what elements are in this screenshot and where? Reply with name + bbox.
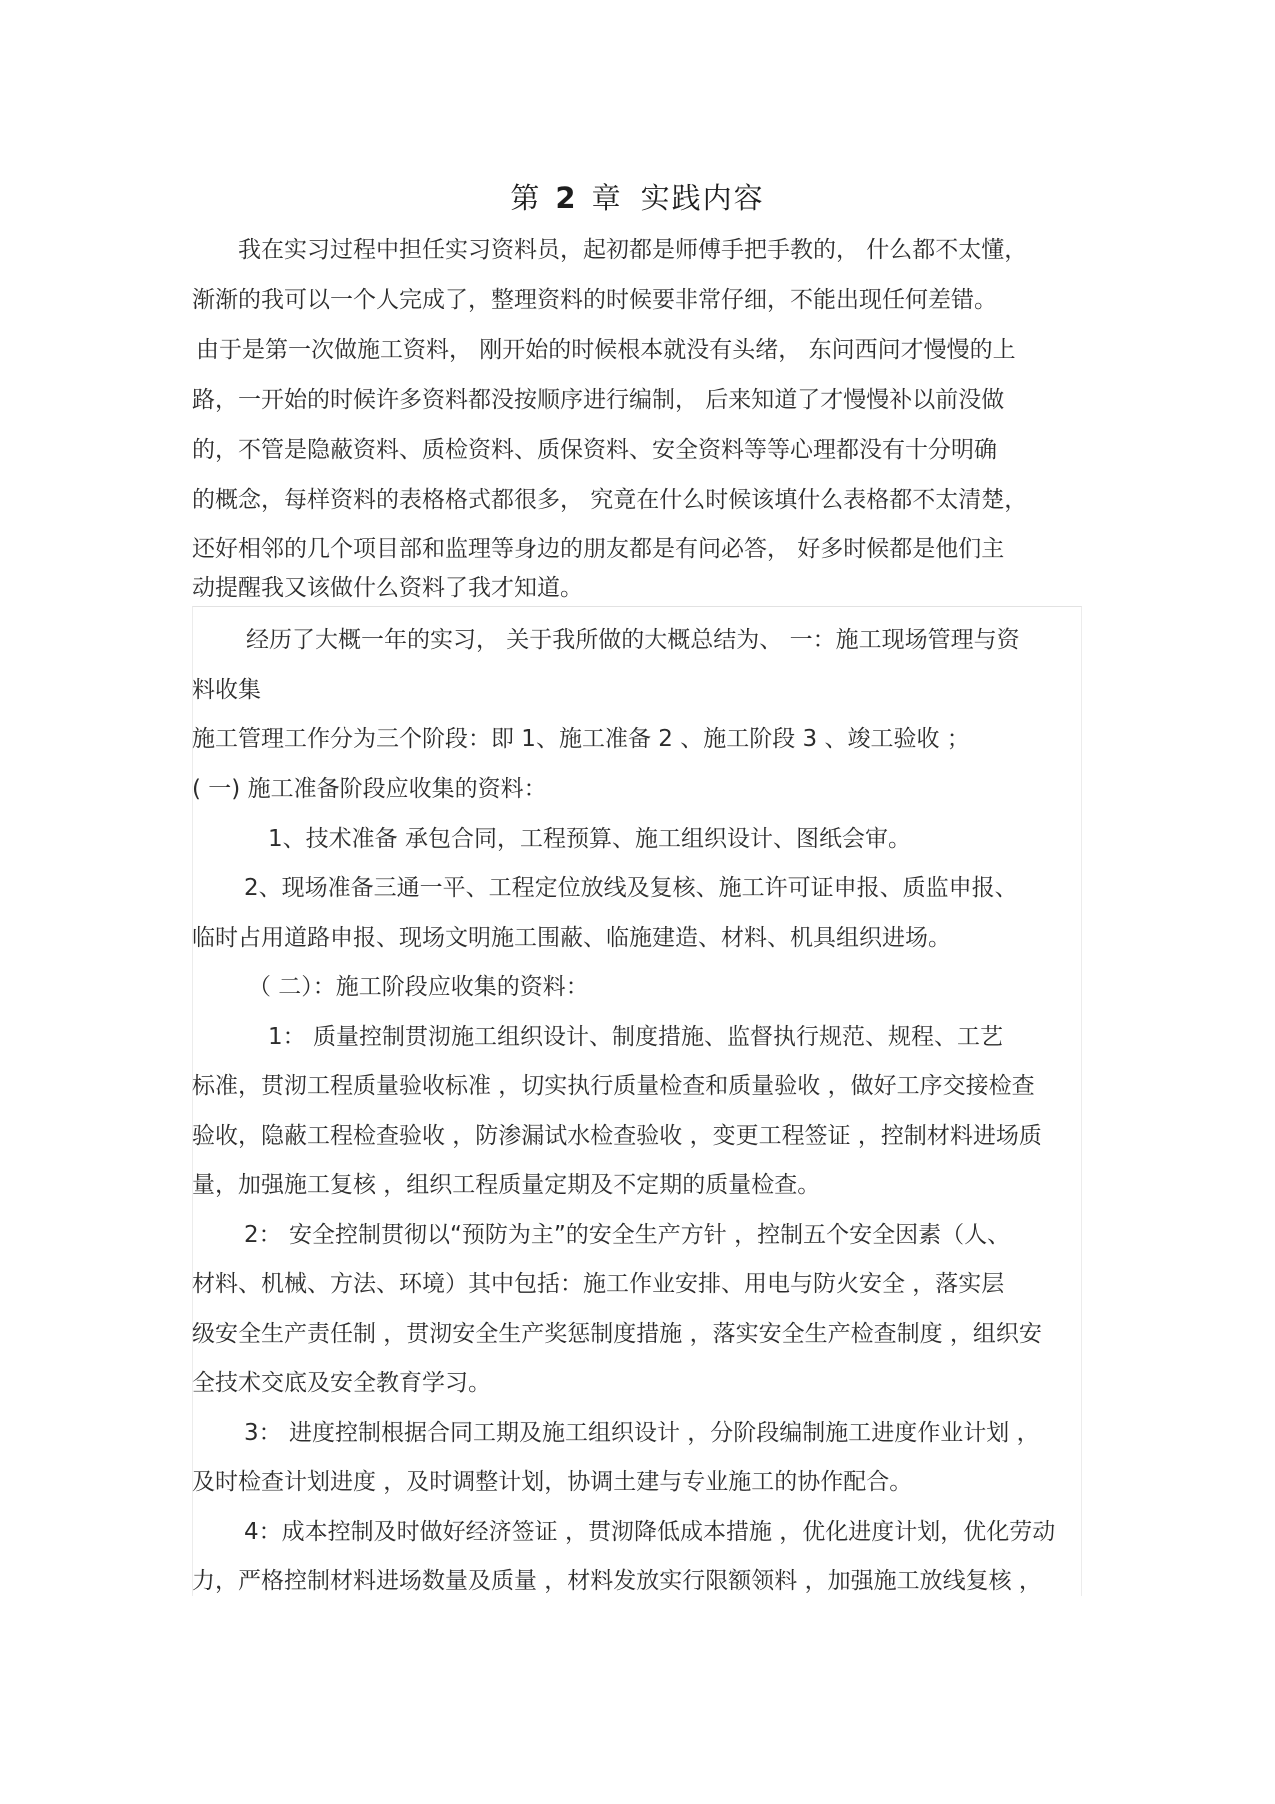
intro-line: 路，一开始的时候许多资料都没按顺序进行编制， 后来知道了才慢慢补以前没做	[192, 387, 1005, 413]
body-line: ( 一) 施工准备阶段应收集的资料：	[192, 776, 547, 802]
intro-line: 我在实习过程中担任实习资料员，起初都是师傅手把手教的， 什么都不太懂，	[238, 237, 1028, 263]
body-line: 量，加强施工复核 ，组织工程质量定期及不定期的质量检查。	[192, 1172, 821, 1198]
body-line: 材料、机械、方法、环境）其中包括：施工作业安排、用电与防火安全 ，落实层	[192, 1271, 1005, 1297]
body-line: 料收集	[192, 677, 261, 703]
intro-line: 渐渐的我可以一个人完成了，整理资料的时候要非常仔细，不能出现任何差错。	[192, 287, 997, 313]
chapter-prefix: 第	[510, 181, 542, 215]
intro-line: 还好相邻的几个项目部和监理等身边的朋友都是有问必答， 好多时候都是他们主	[192, 536, 1005, 562]
body-line: 4：成本控制及时做好经济签证 ，贯沏降低成本措施 ，优化进度计划，优化劳动	[244, 1519, 1056, 1545]
body-line: 级安全生产责任制 ，贯沏安全生产奖惩制度措施 ，落实安全生产检查制度 ，组织安	[192, 1321, 1042, 1347]
intro-line: 的，不管是隐蔽资料、质检资料、质保资料、安全资料等等心理都没有十分明确	[192, 437, 997, 463]
chapter-number: 2	[555, 181, 578, 215]
body-line: （ 二）：施工阶段应收集的资料：	[248, 974, 589, 1000]
body-line: 验收，隐蔽工程检查验收 ，防渗漏试水检查验收 ，变更工程签证 ，控制材料进场质	[192, 1123, 1042, 1149]
body-line: 1： 质量控制贯沏施工组织设计、制度措施、监督执行规范、规程、工艺	[268, 1024, 1003, 1050]
body-line: 经历了大概一年的实习， 关于我所做的大概总结为、 一：施工现场管理与资	[246, 627, 1020, 653]
chapter-title	[0, 176, 1275, 217]
body-line: 及时检查计划进度 ，及时调整计划，协调土建与专业施工的协作配合。	[192, 1469, 913, 1495]
intro-line: 的概念，每样资料的表格格式都很多， 究竟在什么时候该填什么表格都不太清楚，	[192, 487, 1028, 513]
body-line: 施工管理工作分为三个阶段：即 1、施工准备 2 、施工阶段 3 、竣工验收 ；	[192, 726, 970, 752]
intro-line: 动提醒我又该做什么资料了我才知道。	[192, 575, 583, 601]
chapter-word: 章	[591, 181, 623, 215]
body-line: 2、现场准备三通一平、工程定位放线及复核、施工许可证申报、质监申报、	[244, 875, 1018, 901]
body-line: 全技术交底及安全教育学习。	[192, 1370, 491, 1396]
chapter-name: 实践内容	[640, 181, 765, 215]
body-line: 3： 进度控制根据合同工期及施工组织设计 ，分阶段编制施工进度作业计划 ，	[244, 1420, 1040, 1446]
body-line: 标准，贯沏工程质量验收标准 ，切实执行质量检查和质量验收 ，做好工序交接检查	[192, 1073, 1035, 1099]
intro-line: 由于是第一次做施工资料， 刚开始的时候根本就没有头绪， 东问西问才慢慢的上	[196, 337, 1016, 363]
body-line: 临时占用道路申报、现场文明施工围蔽、临施建造、材料、机具组织进场。	[192, 925, 951, 951]
body-line: 1、技术准备 承包合同，工程预算、施工组织设计、图纸会审。	[268, 826, 911, 852]
body-line: 力，严格控制材料进场数量及质量 ，材料发放实行限额领料 ，加强施工放线复核 ，	[192, 1568, 1042, 1594]
body-line: 2： 安全控制贯彻以“预防为主”的安全生产方针 ，控制五个安全因素（人、	[244, 1222, 1011, 1248]
